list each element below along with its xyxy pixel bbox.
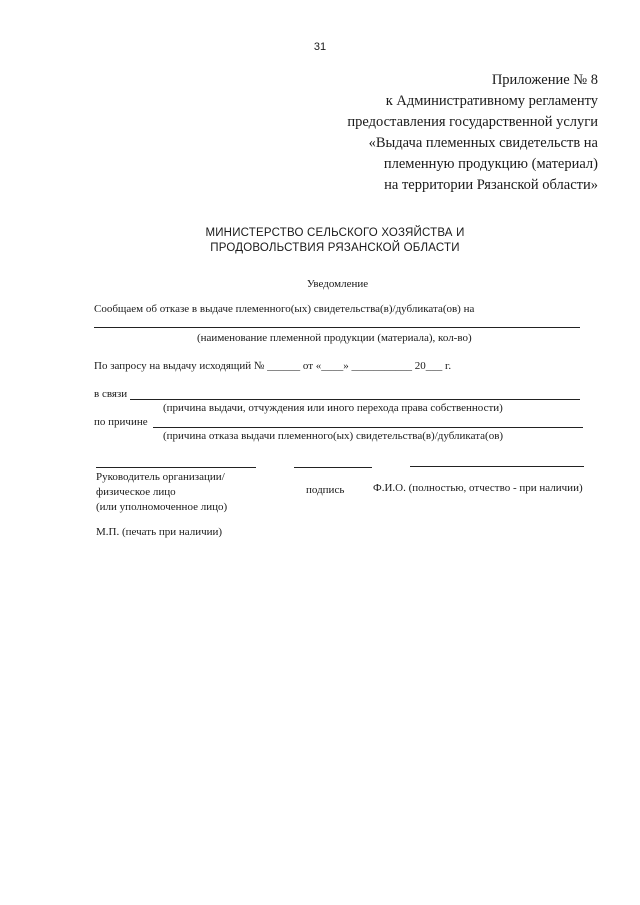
signature-line[interactable] xyxy=(294,467,372,468)
in-connection-label: в связи xyxy=(94,388,128,400)
in-connection-caption: (причина выдачи, отчуждения или иного перехода права собственности) xyxy=(163,402,503,414)
head-signature-caption xyxy=(96,470,227,515)
reason-fill-line[interactable] xyxy=(153,427,583,428)
head-caption-line-2: физическое лицо xyxy=(96,486,176,498)
full-name-caption: Ф.И.О. (полностью, отчество - при наличии) xyxy=(373,482,583,494)
appendix-line: предоставления государственной услуги xyxy=(347,114,598,130)
appendix-line: к Административному регламенту xyxy=(385,93,598,109)
refusal-text: Сообщаем об отказе в выдаче племенного(ых) свидетельства(в)/дубликата(ов) на xyxy=(94,303,475,315)
appendix-line: Приложение № 8 xyxy=(491,72,598,88)
in-connection-fill-line[interactable] xyxy=(130,399,580,400)
appendix-line: «Выдача племенных свидетельств на xyxy=(368,135,598,151)
product-fill-line[interactable] xyxy=(94,327,580,328)
head-caption-line-1: Руководитель организации/ xyxy=(96,471,225,483)
ministry-line-1: МИНИСТЕРСТВО СЕЛЬСКОГО ХОЗЯЙСТВА И xyxy=(205,227,465,239)
page-number: 31 xyxy=(313,41,327,53)
appendix-header xyxy=(347,70,598,196)
ministry-line-2: ПРОДОВОЛЬСТВИЯ РЯЗАНСКОЙ ОБЛАСТИ xyxy=(210,242,460,254)
notice-title: Уведомление xyxy=(306,278,369,290)
reason-caption: (причина отказа выдачи племенного(ых) свидетельства(в)/дубликата(ов) xyxy=(163,430,504,442)
head-signature-line[interactable] xyxy=(96,467,256,468)
seal-note: М.П. (печать при наличии) xyxy=(96,526,223,538)
head-caption-line-3: (или уполномоченное лицо) xyxy=(96,501,228,513)
product-caption: (наименование племенной продукции (материала), кол-во) xyxy=(197,332,472,344)
signature-caption: подпись xyxy=(306,484,345,496)
full-name-line[interactable] xyxy=(410,466,584,467)
ministry-title xyxy=(180,226,490,256)
request-text: По запросу на выдачу исходящий № ______ от «____» ___________ 20___ г. xyxy=(94,360,452,372)
appendix-line: на территории Рязанской области» xyxy=(384,177,598,193)
reason-label: по причине xyxy=(94,416,148,428)
appendix-line: племенную продукцию (материал) xyxy=(383,156,598,172)
